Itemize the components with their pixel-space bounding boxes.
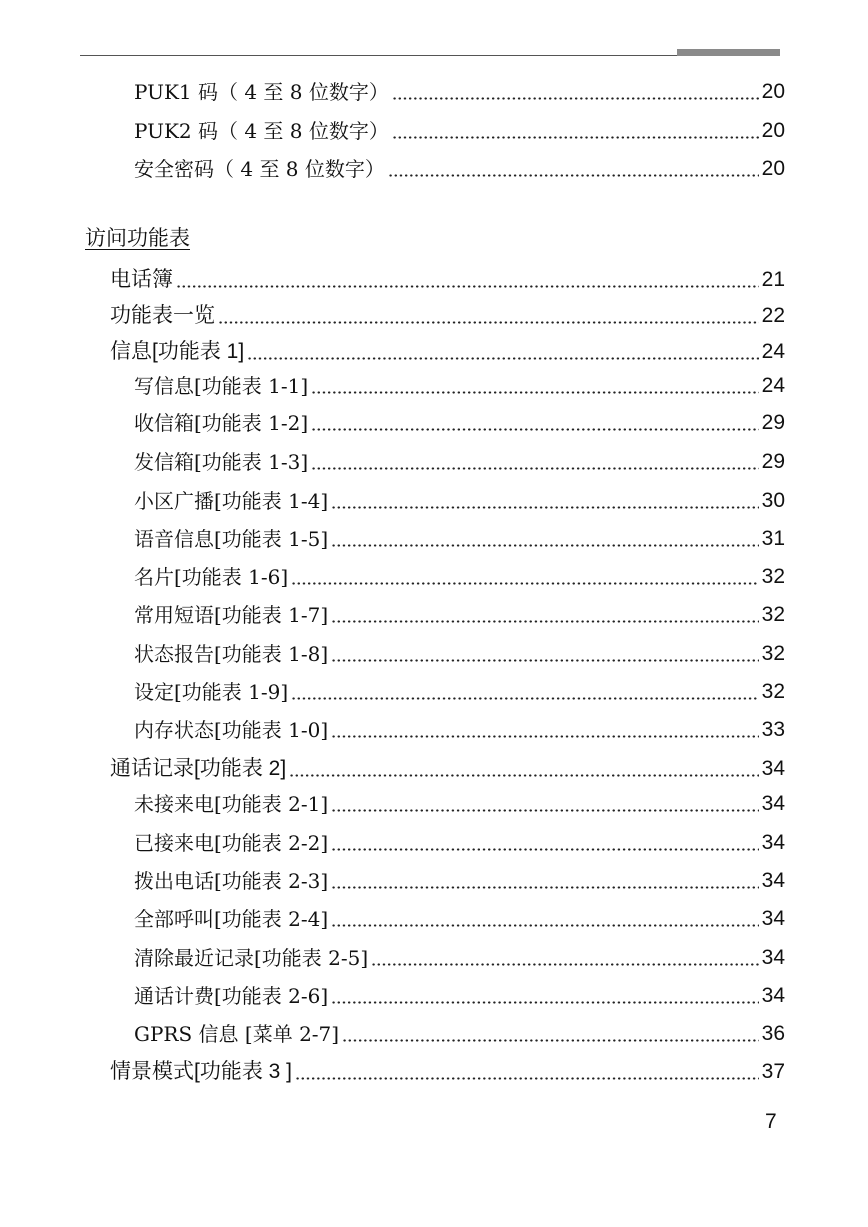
toc-entry-page: 24 [761,374,785,397]
toc-entry-page: 32 [761,565,785,588]
toc-entry-label: 拨出电话[功能表 2-3] [134,869,329,893]
toc-entry-page: 22 [761,304,785,327]
dot-leader [388,174,759,177]
toc-entry[interactable] [0,940,785,970]
dot-leader [392,97,759,100]
dot-leader [331,886,758,889]
dot-leader [331,1001,758,1004]
toc-entry-page: 34 [761,984,785,1007]
header-tab-bar [677,49,780,56]
toc-entry[interactable] [0,559,785,589]
toc-entry[interactable] [0,1016,785,1046]
dot-leader [218,321,759,324]
toc-entry-label: 小区广播[功能表 1-4] [134,489,329,513]
dot-leader [311,391,758,394]
toc-entry-page: 32 [761,603,785,626]
toc-entry-label: 常用短语[功能表 1-7] [134,603,329,627]
toc-entry[interactable] [0,674,785,704]
toc-entry-label: 功能表一览 [110,304,215,327]
toc-entry-label: 内存状态[功能表 1-0] [134,718,329,742]
dot-leader [289,774,758,777]
dot-leader [331,544,758,547]
dot-leader [371,963,758,966]
toc-entry-label: 设定[功能表 1-9] [134,680,289,704]
toc-entry-label: PUK2 码（ 4 至 8 位数字） [134,119,389,143]
toc-entry-page: 24 [761,340,785,363]
toc-entry-page: 33 [761,718,785,741]
toc-entry-page: 34 [761,907,785,930]
toc-entry[interactable] [0,334,785,364]
toc-entry-page: 21 [761,268,785,291]
toc-entry[interactable] [0,751,785,781]
toc-entry-label: 语音信息[功能表 1-5] [134,527,329,551]
dot-leader [311,467,758,470]
toc-entry-page: 29 [761,411,785,434]
toc-entry[interactable] [0,1054,785,1084]
toc-entry-label: 信息[功能表 1] [110,340,245,363]
section-title: 访问功能表 [85,227,190,250]
toc-entry-label: 通话计费[功能表 2-6] [134,984,329,1008]
dot-leader [247,357,758,360]
toc-entry-page: 29 [761,450,785,473]
toc-entry-label: 名片[功能表 1-6] [134,565,289,589]
toc-entry[interactable] [0,521,785,551]
toc-entry[interactable] [0,483,785,513]
toc-entry-page: 34 [761,831,785,854]
toc-entry-page: 34 [761,757,785,780]
toc-entry-label: 已接来电[功能表 2-2] [134,831,329,855]
toc-entry-page: 37 [761,1060,785,1083]
toc-entry[interactable] [0,262,785,292]
toc-entry-label: 情景模式[功能表 3 ] [110,1060,293,1083]
toc-entry-page: 30 [761,489,785,512]
toc-entry-label: 未接来电[功能表 2-1] [134,792,329,816]
toc-entry-page: 36 [761,1022,785,1045]
toc-entry[interactable] [0,825,785,855]
toc-entry[interactable] [0,978,785,1008]
dot-leader [331,809,758,812]
toc-entry-label: 通话记录[功能表 2] [110,757,287,780]
toc-entry[interactable] [0,113,785,143]
dot-leader [291,582,758,585]
dot-leader [311,428,758,431]
dot-leader [295,1077,759,1080]
dot-leader [331,620,758,623]
dot-leader [392,136,759,139]
toc-entry-page: 31 [761,527,785,550]
toc-entry-page: 32 [761,642,785,665]
toc-entry-label: GPRS 信息 [菜单 2-7] [134,1022,340,1046]
toc-entry-page: 34 [761,792,785,815]
dot-leader [291,697,758,700]
toc-entry-label: PUK1 码（ 4 至 8 位数字） [134,80,389,104]
toc-entry[interactable] [0,712,785,742]
toc-entry-page: 20 [761,119,785,142]
toc-entry[interactable] [0,405,785,435]
dot-leader [331,848,758,851]
toc-entry-label: 电话簿 [110,268,173,291]
toc-entry[interactable] [0,597,785,627]
toc-entry-label: 安全密码（ 4 至 8 位数字） [134,157,385,181]
toc-entry[interactable] [0,151,785,181]
toc-entry-label: 收信箱[功能表 1-2] [134,411,309,435]
page-number: 7 [765,1110,777,1133]
toc-entry[interactable] [0,786,785,816]
toc-entry-label: 发信箱[功能表 1-3] [134,450,309,474]
toc-entry-page: 32 [761,680,785,703]
dot-leader [331,924,758,927]
toc-entry[interactable] [0,298,785,328]
toc-entry[interactable] [0,444,785,474]
toc-entry[interactable] [0,368,785,398]
toc-entry[interactable] [0,636,785,666]
dot-leader [331,735,758,738]
dot-leader [176,285,759,288]
toc-entry[interactable] [0,901,785,931]
toc-entry-label: 清除最近记录[功能表 2-5] [134,946,369,970]
toc-entry-page: 34 [761,869,785,892]
toc-entry-page: 20 [761,80,785,103]
header-rule [80,55,780,56]
toc-entry-label: 写信息[功能表 1-1] [134,374,309,398]
dot-leader [331,506,758,509]
dot-leader [331,659,758,662]
toc-entry-label: 全部呼叫[功能表 2-4] [134,907,329,931]
toc-entry-page: 34 [761,946,785,969]
toc-entry[interactable] [0,74,785,104]
toc-entry[interactable] [0,863,785,893]
toc-entry-page: 20 [761,157,785,180]
toc-entry-label: 状态报告[功能表 1-8] [134,642,329,666]
dot-leader [342,1039,759,1042]
